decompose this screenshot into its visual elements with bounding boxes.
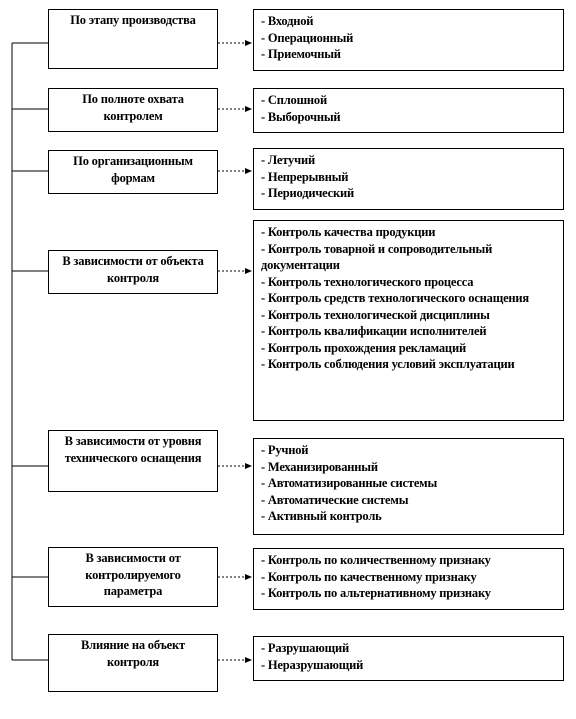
detail-item: - Приемочный [261, 47, 341, 61]
detail-box-coverage [253, 88, 564, 133]
detail-item: - Контроль средств технологического оснащения [261, 291, 529, 305]
detail-item: - Сплошной [261, 93, 327, 107]
detail-item: - Автоматизированные системы [261, 476, 438, 490]
detail-item: - Контроль квалификации исполнителей [261, 324, 487, 338]
category-box-impact-on-object [48, 634, 218, 692]
detail-box-production-stage [253, 9, 564, 71]
detail-item: - Контроль по количественному признаку [261, 553, 491, 567]
detail-item: - Разрушающий [261, 641, 349, 655]
detail-box-control-object [253, 220, 564, 421]
category-label: По этапу производства [70, 13, 196, 27]
detail-item: - Ручной [261, 443, 309, 457]
category-box-controlled-parameter [48, 547, 218, 607]
detail-item: - Контроль технологического процесса [261, 274, 474, 289]
detail-item: - Контроль технологической дисциплины [261, 307, 490, 322]
detail-item: - Неразрушающий [261, 657, 364, 672]
detail-item: - Входной [261, 14, 314, 28]
category-box-technical-equipment [48, 430, 218, 492]
detail-item: - Непрерывный [261, 169, 349, 184]
detail-item: - Операционный [261, 30, 354, 45]
detail-item: - Контроль прохождения рекламаций [261, 340, 466, 355]
category-label: В зависимости от объекта контроля [62, 254, 204, 285]
category-box-control-object [48, 250, 218, 294]
detail-item: - Механизированный [261, 459, 378, 474]
category-label: По полноте охвата контролем [82, 92, 184, 123]
detail-item: - Контроль по альтернативному признаку [261, 586, 491, 600]
category-label: В зависимости от контролируемого параметра [85, 551, 181, 598]
detail-box-organizational-forms [253, 148, 564, 210]
detail-item: - Летучий [261, 153, 315, 167]
detail-item: - Автоматические системы [261, 492, 409, 507]
category-box-production-stage [48, 9, 218, 69]
category-box-organizational-forms [48, 150, 218, 194]
category-label: По организационным формам [73, 154, 193, 185]
detail-box-controlled-parameter [253, 548, 564, 610]
category-label: Влияние на объект контроля [81, 638, 185, 669]
detail-item: - Периодический [261, 186, 355, 200]
detail-item: - Контроль качества продукции [261, 225, 436, 239]
detail-box-technical-equipment [253, 438, 564, 535]
detail-item: - Контроль по качественному признаку [261, 569, 477, 584]
detail-item: - Контроль соблюдения условий эксплуатации [261, 357, 515, 371]
detail-item: - Контроль товарной и сопроводительный документации [261, 241, 493, 272]
category-label: В зависимости от уровня технического оснащения [64, 434, 202, 465]
detail-box-impact-on-object [253, 636, 564, 681]
category-box-coverage [48, 88, 218, 132]
detail-item: - Выборочный [261, 109, 341, 124]
detail-item: - Активный контроль [261, 509, 382, 523]
